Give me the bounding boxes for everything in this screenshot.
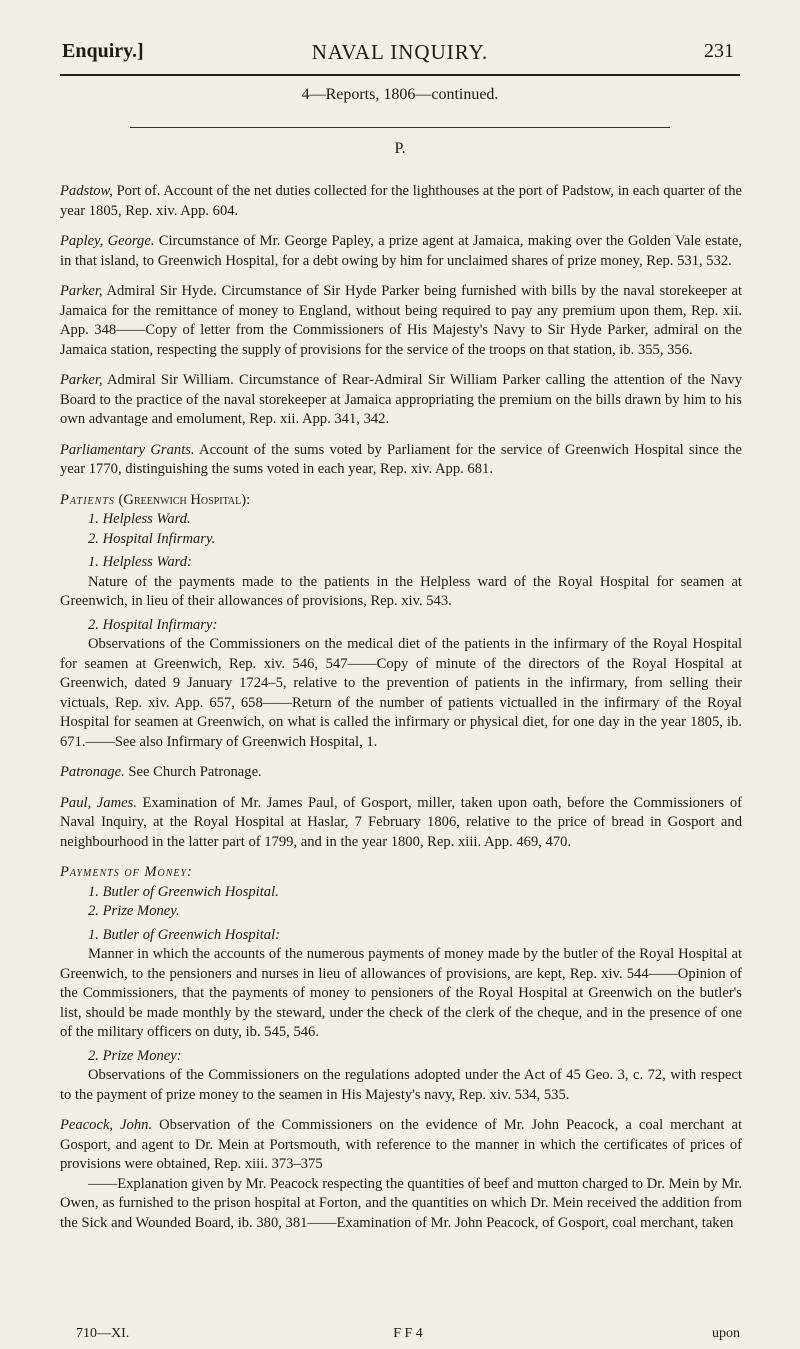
entry-text: Admiral Sir William. Circumstance of Rear-Admiral Sir William Parker calling the attention of the Navy Board to the practice of the naval storekeeper at Jamaica appropriating the premium on the bills drawn by him to his own advantage and emolument, Rep. xii. App. 341, 342.: [60, 372, 742, 427]
payments-entry: [60, 863, 742, 1105]
entry-head: Patronage.: [60, 764, 125, 780]
entry-text-continued: ——Explanation given by Mr. Peacock respecting the quantities of beef and mutton charged to Dr. Mein by Mr. Owen, as furnished to the prison hospital at Forton, and the quantities on which Dr. Mein received the addition from the Sick and Wounded Board, ib. 380, 381——Examination of Mr. John Peacock, of Gosport, coal merchant, taken: [60, 1175, 742, 1231]
entry-head-rest: (Greenwich Hospital):: [114, 491, 251, 508]
index-entry: [60, 371, 742, 430]
running-header: [0, 40, 800, 70]
page-footer: [76, 1326, 740, 1346]
entry-head: Parker,: [60, 283, 103, 299]
entry-text: Admiral Sir Hyde. Circumstance of Sir Hyde Parker being furnished with bills by the naval storekeeper at Jamaica for the remittance of money to England, without being required to pay any premium upon them, Rep. xii. App. 348——Copy of letter from the Commissioners of His Majesty's Navy to Sir Hyde Parker, admiral on the Jamaica station, respecting the supply of provisions for the service of the troops on that station, ib. 355, 356.: [60, 283, 742, 358]
footer-gathering: F F 4: [393, 1326, 423, 1341]
entry-head: Parliamentary Grants.: [60, 441, 195, 458]
sublist-item: 1. Butler of Greenwich Hospital.: [88, 883, 279, 900]
patients-entry: [60, 491, 742, 753]
entry-head: Peacock, John.: [60, 1117, 153, 1133]
sublist-item: 2. Hospital Infirmary.: [88, 530, 216, 547]
footer-catchword: upon: [712, 1326, 740, 1341]
header-title: NAVAL INQUIRY.: [311, 40, 489, 64]
subsection-text: Observations of the Commissioners on the regulations adopted under the Act of 45 Geo. 3, c. 72, with respect to the payment of prize money to the seamen in His Majesty's navy, Rep. xiv. 534, 535.: [60, 1067, 742, 1103]
entry-text: Account of the sums voted by Parliament for the service of Greenwich Hospital since the year 1770, distinguishing the sums voted in each year, Rep. xiv. App. 681.: [60, 441, 742, 477]
entry-text: Examination of Mr. James Paul, of Gosport, miller, taken upon oath, before the Commissioners of Naval Inquiry, at the Royal Hospital at Haslar, 7 February 1806, relative to the price of bread in Gosport and neighbourhood in the latter part of 1799, and in the year 1800, Rep. xiii. App. 469, 470.: [60, 794, 742, 850]
subsection-title: 2. Hospital Infirmary:: [88, 616, 218, 633]
peacock-entry: [60, 1116, 742, 1233]
entry-text: Observation of the Commissioners on the evidence of Mr. John Peacock, a coal merchant at Gosport, and agent to Dr. Mein at Portsmouth, with reference to the manner in which the certificates of prices of provisions were obtained, Rep. xiii. 373–375: [60, 1117, 743, 1172]
index-entry: [60, 232, 742, 271]
entry-head: Papley, George.: [60, 233, 155, 249]
subheading: 4—Reports, 1806—continued.: [301, 86, 499, 103]
index-entry: [60, 794, 742, 853]
footer-signature: 710—XI.: [76, 1326, 130, 1341]
section-letter: P.: [394, 140, 406, 157]
index-entry: [60, 441, 742, 480]
subsection-text: Observations of the Commissioners on the medical diet of the patients in the infirmary of the Royal Hospital for seamen at Greenwich, Rep. xiv. 546, 547——Copy of minute of the directors of the Royal Hospital at Greenwich, dated 9 January 1724–5, relative to the prevention of patients in the infirmary, from selling their victuals, Rep. xiv. App. 657, 658——Return of the number of patients victualled in the infirmary of the Royal Hospital for seamen at Greenwich, on what is called the infirmary or physical diet, for one day in the year 1805, ib. 671.——See also Infirmary of Greenwich Hospital, 1.: [60, 636, 742, 750]
entry-text: Port of. Account of the net duties collected for the lighthouses at the port of Padstow, in each quarter of the year 1805, Rep. xiv. App. 604.: [60, 183, 742, 219]
header-section-label: Enquiry.]: [62, 40, 144, 62]
subheading-rule: [130, 127, 670, 128]
subsection-title: 1. Butler of Greenwich Hospital:: [88, 926, 280, 943]
index-body: [60, 182, 742, 1244]
subsection-title: 2. Prize Money:: [88, 1047, 182, 1064]
entry-head: Padstow,: [60, 183, 113, 199]
entry-head: Payments of Money:: [60, 864, 193, 880]
index-entry: [60, 182, 742, 221]
entry-text: Circumstance of Mr. George Papley, a prize agent at Jamaica, making over the Golden Vale estate, in that island, to Greenwich Hospital, for a debt owing by him for unclaimed shares of prize money, Rep. 531, 532.: [60, 233, 742, 269]
subsection-text: Nature of the payments made to the patients in the Helpless ward of the Royal Hospital for seamen at Greenwich, in lieu of their allowances of provisions, Rep. xiv. 543.: [60, 573, 742, 609]
entry-head: Parker,: [60, 372, 103, 388]
entry-head: Patients: [60, 491, 115, 508]
index-entry: [60, 763, 742, 783]
index-entry: [60, 282, 742, 360]
header-rule: [60, 74, 740, 76]
sublist-item: 1. Helpless Ward.: [88, 511, 191, 527]
subsection-title: 1. Helpless Ward:: [88, 554, 192, 570]
subsection-text: Manner in which the accounts of the numerous payments of money made by the butler of the Royal Hospital at Greenwich, to the pensioners and nurses in lieu of allowances of provisions, are kept, Rep. xiv. 544——Opinion of the Commissioners, that the payments of money to pensioners of the Royal Hospital at Greenwich on the butler's list, should be made monthly by the steward, under the check of the clerk of the cheque, and in the presence of one of the military officers on duty, ib. 545, 546.: [60, 946, 742, 1040]
page-number: 231: [704, 40, 734, 62]
sublist-item: 2. Prize Money.: [88, 903, 180, 919]
entry-head: Paul, James.: [60, 794, 137, 811]
entry-text: See Church Patronage.: [124, 764, 262, 780]
